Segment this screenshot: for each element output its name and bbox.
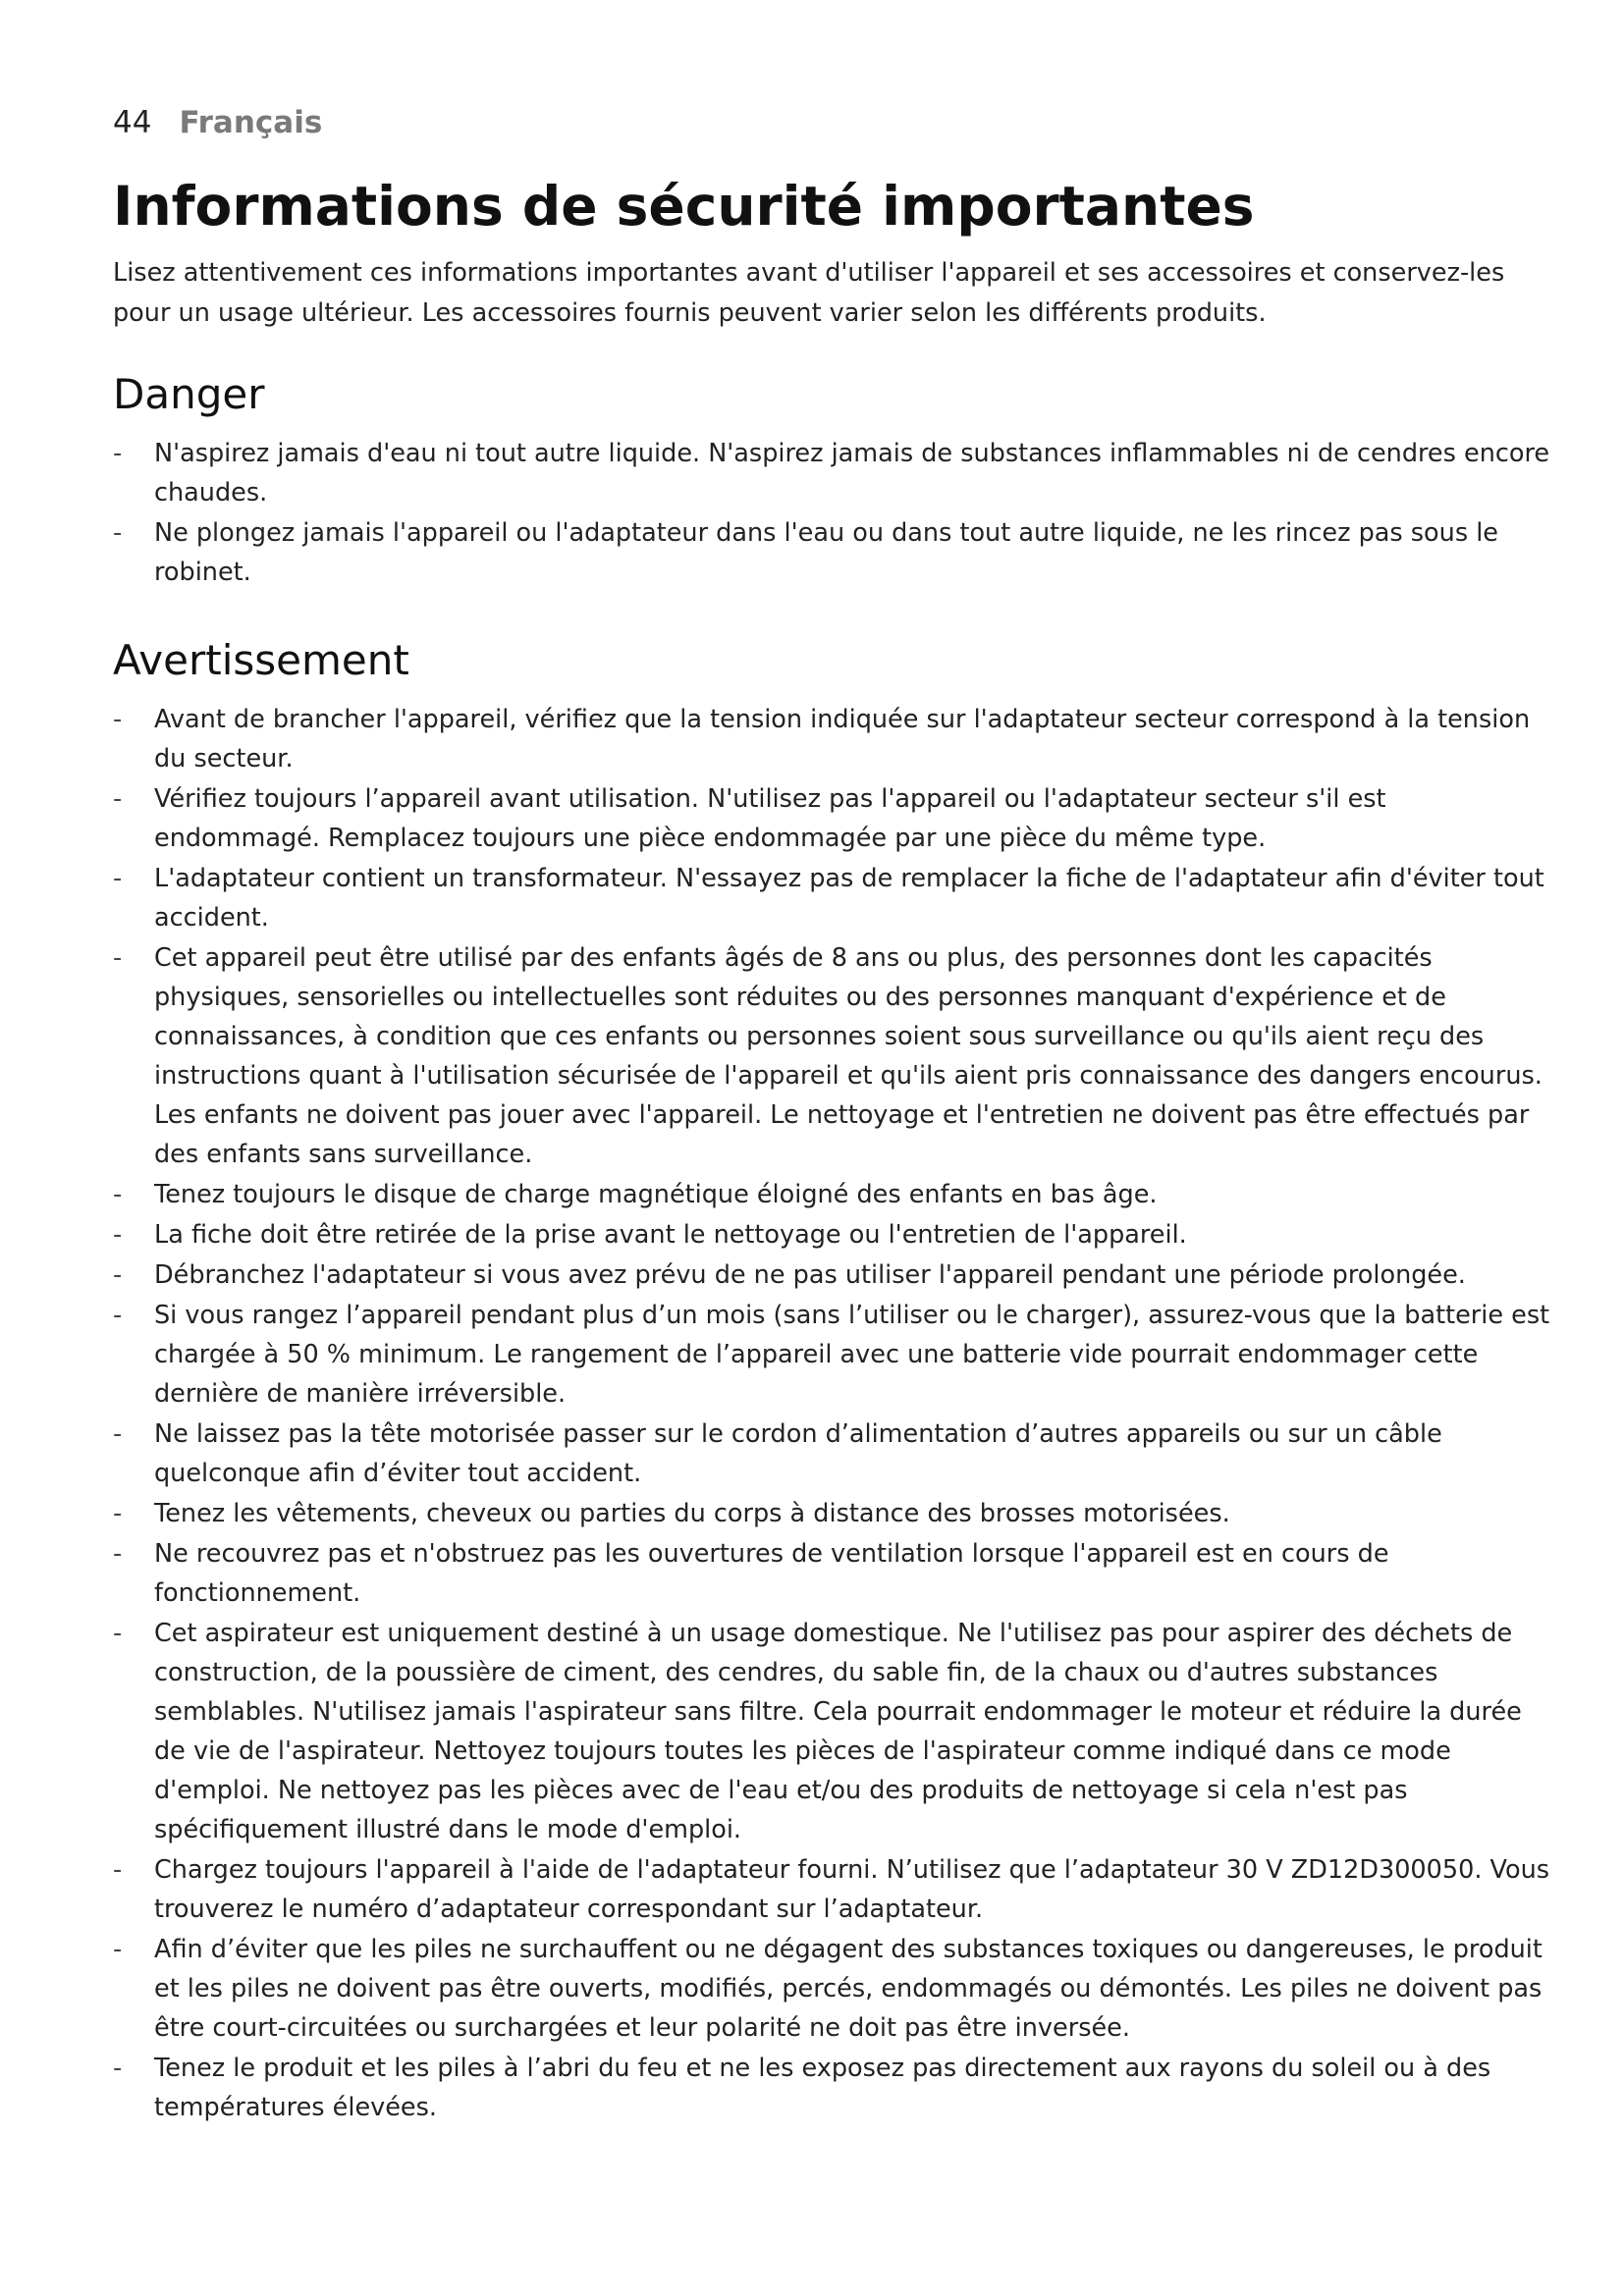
list-item: - Chargez toujours l'appareil à l'aide de l'adaptateur fourni. N’utilisez que l’adaptateur 30 V ZD12D300050. Vous trouverez le numéro d’adaptateur correspondant sur l’adaptateur.: [113, 1850, 1556, 1929]
list-item: - Si vous rangez l’appareil pendant plus d’un mois (sans l’utiliser ou le charger), assurez-vous que la batterie est chargée à 50 % minimum. Le rangement de l’appareil avec une batterie vide pourrait endommager cette dernière de manière irréversible.: [113, 1296, 1556, 1414]
list-item: - Avant de brancher l'appareil, vérifiez que la tension indiquée sur l'adaptateur secteur correspond à la tension du secteur.: [113, 700, 1556, 778]
list-item: - N'aspirez jamais d'eau ni tout autre liquide. N'aspirez jamais de substances inflammables ni de cendres encore chaudes.: [113, 434, 1556, 512]
dash-bullet-icon: -: [113, 1180, 123, 1209]
danger-list: [113, 434, 1556, 592]
list-item: - Cet appareil peut être utilisé par des enfants âgés de 8 ans ou plus, des personnes dont les capacités physiques, sensorielles ou intellectuelles sont réduites ou des personnes manquant d'expérience et de connaissances, à condition que ces enfants ou personnes soient sous surveillance ou qu'ils aient reçu des instructions quant à l'utilisation sécurisée de l'appareil et qu'ils aient pris connaissance des dangers encourus. Les enfants ne doivent pas jouer avec l'appareil. Le nettoyage et l'entretien ne doivent pas être effectués par des enfants sans surveillance.: [113, 938, 1556, 1174]
dash-bullet-icon: -: [113, 1619, 123, 1648]
danger-heading: Danger: [113, 370, 265, 418]
list-item: - Ne recouvrez pas et n'obstruez pas les ouvertures de ventilation lorsque l'appareil est en cours de fonctionnement.: [113, 1534, 1556, 1613]
dash-bullet-icon: -: [113, 1220, 123, 1250]
dash-bullet-icon: -: [113, 784, 123, 814]
warning-list: [113, 700, 1556, 2127]
list-item: - Tenez toujours le disque de charge magnétique éloigné des enfants en bas âge.: [113, 1175, 1556, 1214]
dash-bullet-icon: -: [113, 1260, 123, 1290]
list-item: - Afin d’éviter que les piles ne surchauffent ou ne dégagent des substances toxiques ou dangereuses, le produit et les piles ne doivent pas être ouverts, modifiés, percés, endommagés ou démontés. Les piles ne doivent pas être court-circuitées ou surchargées et leur polarité ne doit pas être inversée.: [113, 1930, 1556, 2048]
list-item: - Ne laissez pas la tête motorisée passer sur le cordon d’alimentation d’autres appareils ou sur un câble quelconque afin d’éviter tout accident.: [113, 1415, 1556, 1493]
page-number: 44: [113, 105, 152, 140]
dash-bullet-icon: -: [113, 2054, 123, 2083]
list-item: - Tenez le produit et les piles à l’abri du feu et ne les exposez pas directement aux rayons du soleil ou à des températures élevées.: [113, 2049, 1556, 2127]
dash-bullet-icon: -: [113, 518, 123, 548]
dash-bullet-icon: -: [113, 1855, 123, 1885]
dash-bullet-icon: -: [113, 439, 123, 468]
dash-bullet-icon: -: [113, 943, 123, 973]
dash-bullet-icon: -: [113, 1935, 123, 1964]
dash-bullet-icon: -: [113, 1539, 123, 1569]
page-title: Informations de sécurité importantes: [113, 175, 1255, 238]
page-header: [113, 98, 1556, 147]
document-page: [113, 98, 1556, 2166]
list-item: - L'adaptateur contient un transformateur. N'essayez pas de remplacer la fiche de l'adaptateur afin d'éviter tout accident.: [113, 859, 1556, 937]
dash-bullet-icon: -: [113, 705, 123, 734]
dash-bullet-icon: -: [113, 1301, 123, 1330]
list-item: - Tenez les vêtements, cheveux ou parties du corps à distance des brosses motorisées.: [113, 1494, 1556, 1533]
list-item: - Cet aspirateur est uniquement destiné à un usage domestique. Ne l'utilisez pas pour aspirer des déchets de construction, de la poussière de ciment, des cendres, du sable fin, de la chaux ou d'autres substances semblables. N'utilisez jamais l'aspirateur sans filtre. Cela pourrait endommager le moteur et réduire la durée de vie de l'aspirateur. Nettoyez toujours toutes les pièces de l'aspirateur comme indiqué dans ce mode d'emploi. Ne nettoyez pas les pièces avec de l'eau et/ou des produits de nettoyage si cela n'est pas spécifiquement illustré dans le mode d'emploi.: [113, 1614, 1556, 1849]
dash-bullet-icon: -: [113, 864, 123, 893]
language-label: Français: [179, 105, 323, 140]
list-item: - Vérifiez toujours l’appareil avant utilisation. N'utilisez pas l'appareil ou l'adaptateur secteur s'il est endommagé. Remplacez toujours une pièce endommagée par une pièce du même type.: [113, 779, 1556, 858]
dash-bullet-icon: -: [113, 1419, 123, 1449]
list-item: - Ne plongez jamais l'appareil ou l'adaptateur dans l'eau ou dans tout autre liquide, ne les rincez pas sous le robinet.: [113, 513, 1556, 592]
intro-paragraph: Lisez attentivement ces informations importantes avant d'utiliser l'appareil et ses accessoires et conservez-les pour un usage ultérieur. Les accessoires fournis peuvent varier selon les différents produits.: [113, 258, 1505, 328]
warning-heading: Avertissement: [113, 636, 409, 684]
list-item: - La fiche doit être retirée de la prise avant le nettoyage ou l'entretien de l'appareil.: [113, 1215, 1556, 1255]
list-item: - Débranchez l'adaptateur si vous avez prévu de ne pas utiliser l'appareil pendant une période prolongée.: [113, 1255, 1556, 1295]
dash-bullet-icon: -: [113, 1499, 123, 1528]
